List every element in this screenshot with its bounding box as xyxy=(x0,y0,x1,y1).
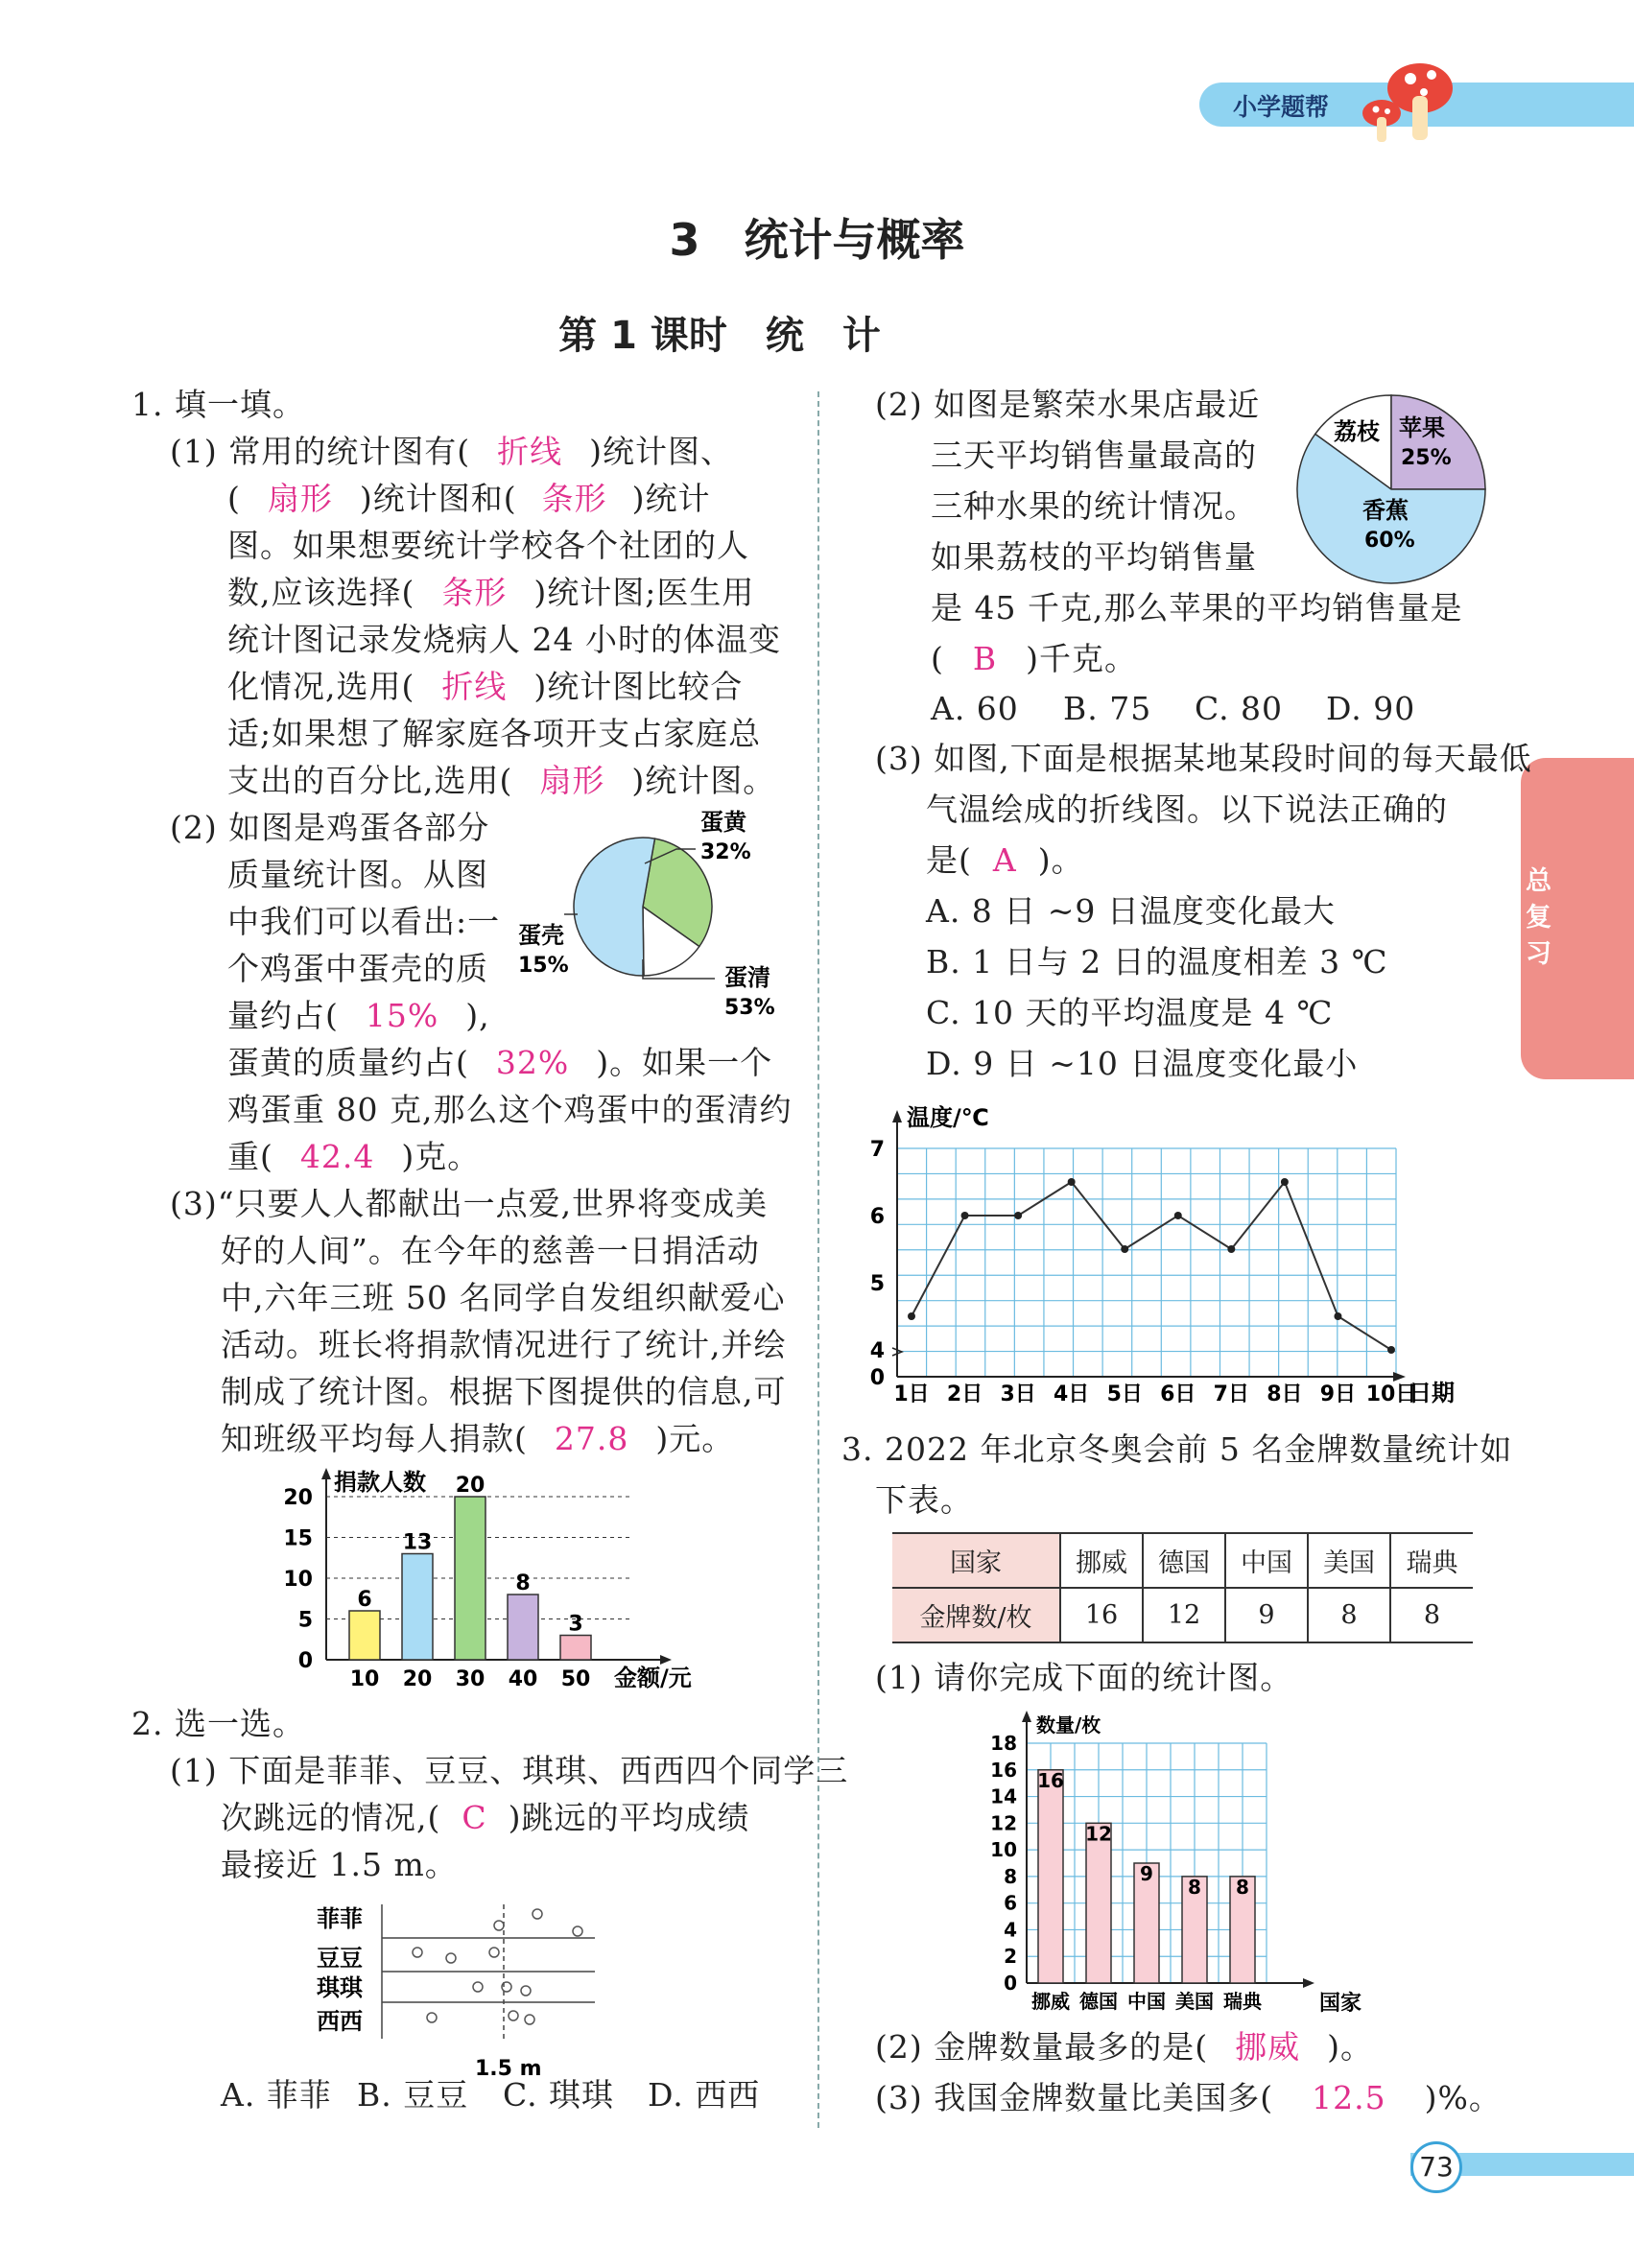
medal-xlabel: 国家 xyxy=(1319,1992,1362,2016)
donation-xtick: 40 xyxy=(508,1667,538,1691)
table-cell: 挪威 xyxy=(1060,1533,1143,1588)
temp-point xyxy=(1068,1178,1076,1186)
side-tab-label: 总复习 xyxy=(1526,866,1551,969)
medal-bar-value: 9 xyxy=(1140,1862,1153,1885)
q2-p3-line2: 气温绘成的折线图。以下说法正确的 xyxy=(926,791,1448,828)
table-cell: 德国 xyxy=(1143,1533,1225,1588)
q1-p1-line8: 支出的百分比,选用( 扇形 )统计图。 xyxy=(227,762,776,799)
jumper-3-name: 琪琪 xyxy=(317,1974,363,2001)
q2-p1-option-b: B. 豆豆 xyxy=(357,2076,469,2114)
q2-label: 2. 选一选。 xyxy=(131,1705,305,1742)
temp-point xyxy=(1174,1212,1182,1219)
donation-bar xyxy=(402,1554,433,1661)
q2-p3-option-b: B. 1 日与 2 日的温度相差 3 ℃ xyxy=(926,943,1388,980)
q2-p2-option-a: A. 60 xyxy=(931,690,1019,727)
table-cell: 金牌数/枚 xyxy=(892,1588,1060,1642)
medal-ylabel: 数量/枚 xyxy=(1036,1713,1101,1736)
table-cell: 9 xyxy=(1225,1588,1308,1642)
q1-p3-line2: 好的人间”。在今年的慈善一日捐活动 xyxy=(221,1232,760,1269)
fruit-pie-chart xyxy=(1286,384,1497,595)
egg-yolk-pct: 32% xyxy=(700,840,751,864)
temp-xtick: 4日 xyxy=(1054,1382,1090,1406)
donation-bar xyxy=(560,1636,591,1661)
donation-bar-value: 3 xyxy=(568,1612,583,1637)
temp-point xyxy=(1014,1212,1022,1219)
q1-p2-line3: 中我们可以看出:一 xyxy=(227,903,501,940)
temp-ytick: 4 xyxy=(869,1339,885,1363)
q3-s1: (1) 请你完成下面的统计图。 xyxy=(875,1659,1293,1696)
medal-ytick: 10 xyxy=(990,1838,1017,1862)
apple-label: 苹果 xyxy=(1399,414,1445,441)
temp-ytick: 6 xyxy=(869,1205,885,1229)
table-row xyxy=(892,1588,1473,1642)
q1-label: 1. 填一填。 xyxy=(131,386,305,423)
donation-ytick: 0 xyxy=(297,1649,313,1673)
medal-xtick: 挪威 xyxy=(1031,1990,1070,2013)
q2-p3-line3: 是( A )。 xyxy=(926,841,1084,879)
medal-ytick: 12 xyxy=(990,1811,1017,1835)
q2-p3-option-c: C. 10 天的平均温度是 4 ℃ xyxy=(926,994,1334,1031)
q2-p2-option-d: D. 90 xyxy=(1326,690,1416,727)
medal-bar-chart xyxy=(979,1703,1382,2024)
donation-xlabel: 金额/元 xyxy=(614,1665,692,1691)
temp-series-line xyxy=(912,1182,1391,1350)
medal-ytick: 14 xyxy=(990,1784,1017,1808)
q2-p2-line2: 三天平均销售量最高的 xyxy=(931,437,1257,474)
donation-xtick: 20 xyxy=(402,1667,433,1691)
temp-ytick: 0 xyxy=(869,1366,885,1390)
q1-p2-line5: 量约占( 15% ), xyxy=(227,997,490,1034)
table-cell: 12 xyxy=(1143,1588,1225,1642)
medal-xtick: 美国 xyxy=(1175,1990,1214,2013)
q1-p1-line2: ( 扇形 )统计图和( 条形 )统计 xyxy=(227,480,711,517)
donation-bar-value: 20 xyxy=(455,1474,485,1498)
jumper-2-name: 豆豆 xyxy=(317,1945,363,1972)
temp-point xyxy=(1334,1312,1341,1320)
q2-p1-line2: 次跳远的情况,( C )跳远的平均成绩 xyxy=(221,1799,750,1836)
fruit-pie-slice-apple xyxy=(1391,395,1485,489)
q2-p3-option-a: A. 8 日 ~9 日温度变化最大 xyxy=(926,892,1336,930)
donation-bar-value: 13 xyxy=(402,1530,433,1555)
donation-bar-value: 8 xyxy=(515,1571,531,1595)
donation-bar-chart xyxy=(278,1463,729,1708)
temp-xlabel: 日期 xyxy=(1409,1380,1455,1406)
lesson-title: 第 1 课时 统 计 xyxy=(558,314,881,358)
temp-xtick: 5日 xyxy=(1106,1382,1143,1406)
q2-p1-line3: 最接近 1.5 m。 xyxy=(221,1846,458,1883)
q1-p3-line5: 制成了统计图。根据下图提供的信息,可 xyxy=(221,1373,787,1410)
temp-point xyxy=(1281,1178,1289,1186)
temp-point xyxy=(1227,1245,1235,1253)
q1-p3-line1: (3)“只要人人都献出一点爱,世界将变成美 xyxy=(170,1185,769,1222)
jump-dot-plot xyxy=(307,1895,614,2087)
medal-bar xyxy=(1038,1770,1063,1983)
page-number: 73 xyxy=(1410,2141,1462,2193)
q1-p2-line8: 重( 42.4 )克。 xyxy=(227,1138,481,1175)
donation-ytick: 10 xyxy=(283,1568,313,1592)
temp-ylabel: 温度/℃ xyxy=(907,1104,989,1131)
donation-bar xyxy=(349,1611,380,1660)
q2-p2-option-b: B. 75 xyxy=(1063,690,1152,727)
temp-point xyxy=(908,1312,915,1320)
q3-line1: 3. 2022 年北京冬奥会前 5 名金牌数量统计如 xyxy=(841,1430,1513,1468)
donation-ytick: 5 xyxy=(297,1608,313,1633)
q1-p3-line3: 中,六年三班 50 名同学自发组织献爱心 xyxy=(221,1279,786,1316)
brand-label: 小学题帮 xyxy=(1233,93,1330,121)
q1-p2-line2: 质量统计图。从图 xyxy=(227,856,488,893)
q1-p2-line7: 鸡蛋重 80 克,那么这个鸡蛋中的蛋清约 xyxy=(227,1091,793,1128)
temp-point xyxy=(961,1212,969,1219)
medal-xtick: 德国 xyxy=(1079,1990,1118,2013)
q2-p2-option-c: C. 80 xyxy=(1195,690,1284,727)
medal-xtick: 中国 xyxy=(1127,1990,1166,2013)
jumper-1-name: 菲菲 xyxy=(317,1905,363,1932)
egg-white-label: 蛋清 xyxy=(724,964,770,991)
lychee-label: 荔枝 xyxy=(1334,418,1380,445)
q1-p1-line1: (1) 常用的统计图有( 折线 )统计图、 xyxy=(170,433,733,470)
q1-p3-line6: 知班级平均每人捐款( 27.8 )元。 xyxy=(221,1420,735,1457)
temp-xtick: 3日 xyxy=(1000,1382,1036,1406)
medal-ytick: 16 xyxy=(990,1758,1017,1782)
jumper-4-name: 西西 xyxy=(317,2008,363,2035)
medal-ytick: 4 xyxy=(1004,1918,1017,1942)
q3-s2: (2) 金牌数量最多的是( 挪威 )。 xyxy=(875,2028,1373,2066)
donation-bar xyxy=(455,1497,485,1660)
medal-ytick: 2 xyxy=(1004,1945,1017,1969)
medal-table xyxy=(892,1532,1473,1643)
unit-title: 3 统计与概率 xyxy=(669,214,965,266)
medal-bar-value: 12 xyxy=(1085,1822,1112,1846)
table-cell: 16 xyxy=(1060,1588,1143,1642)
donation-xtick: 10 xyxy=(349,1667,380,1691)
q2-p2-line5: 是 45 千克,那么苹果的平均销售量是 xyxy=(931,589,1463,626)
donation-bar-value: 6 xyxy=(357,1588,372,1612)
table-cell: 8 xyxy=(1308,1588,1390,1642)
table-row xyxy=(892,1533,1473,1588)
q2-p2-line4: 如果荔枝的平均销售量 xyxy=(931,538,1257,576)
q2-p3-option-d: D. 9 日 ~10 日温度变化最小 xyxy=(926,1045,1359,1082)
temp-point xyxy=(1387,1346,1395,1354)
medal-xtick: 瑞典 xyxy=(1223,1990,1262,2013)
medal-ytick: 8 xyxy=(1004,1864,1017,1888)
table-cell: 8 xyxy=(1390,1588,1473,1642)
donation-ylabel: 捐款人数 xyxy=(334,1469,426,1496)
medal-ytick: 18 xyxy=(990,1732,1017,1755)
egg-pie-slice-white xyxy=(574,838,655,976)
banana-label: 香蕉 xyxy=(1362,497,1409,524)
temp-ytick: 7 xyxy=(869,1138,885,1162)
medal-bar-value: 16 xyxy=(1037,1768,1064,1792)
medal-ytick: 0 xyxy=(1004,1972,1017,1995)
medal-bar-value: 8 xyxy=(1236,1875,1249,1899)
egg-yolk-label: 蛋黄 xyxy=(700,809,746,836)
temp-xtick: 8日 xyxy=(1267,1382,1303,1406)
donation-xtick: 50 xyxy=(560,1667,591,1691)
q1-p1-line3: 图。如果想要统计学校各个社团的人 xyxy=(227,527,749,564)
q1-p1-line6: 化情况,选用( 折线 )统计图比较合 xyxy=(227,668,744,705)
temp-xtick: 7日 xyxy=(1213,1382,1249,1406)
q2-p2-line3: 三种水果的统计情况。 xyxy=(931,487,1257,525)
egg-white-pct: 53% xyxy=(724,996,775,1020)
q1-p1-line5: 统计图记录发烧病人 24 小时的体温变 xyxy=(227,621,781,658)
q2-p1-option-c: C. 琪琪 xyxy=(503,2076,615,2114)
q2-p3-line1: (3) 如图,下面是根据某地某段时间的每天最低 xyxy=(875,740,1532,777)
q3-s3: (3) 我国金牌数量比美国多( 12.5 )%。 xyxy=(875,2079,1502,2116)
medal-bar xyxy=(1086,1823,1111,1983)
q2-p1-option-d: D. 西西 xyxy=(648,2076,761,2114)
temp-ytick: 5 xyxy=(869,1272,885,1296)
table-cell: 瑞典 xyxy=(1390,1533,1473,1588)
table-cell: 国家 xyxy=(892,1533,1060,1588)
table-cell: 中国 xyxy=(1225,1533,1308,1588)
temp-xtick: 2日 xyxy=(946,1382,983,1406)
q2-p1-line1: (1) 下面是菲菲、豆豆、琪琪、西西四个同学三 xyxy=(170,1752,849,1789)
q1-p1-line7: 适;如果想了解家庭各项开支占家庭总 xyxy=(227,715,762,752)
medal-ytick: 6 xyxy=(1004,1891,1017,1915)
temp-xtick: 1日 xyxy=(893,1382,930,1406)
q2-p1-option-a: A. 菲菲 xyxy=(221,2076,332,2114)
donation-xtick: 30 xyxy=(455,1667,485,1691)
q1-p3-line4: 活动。班长将捐款情况进行了统计,并绘 xyxy=(221,1326,787,1363)
egg-shell-pct: 15% xyxy=(518,954,569,978)
apple-pct: 25% xyxy=(1401,446,1452,470)
egg-pie-chart xyxy=(509,801,796,1041)
temp-xtick: 6日 xyxy=(1160,1382,1196,1406)
temp-xtick: 9日 xyxy=(1319,1382,1357,1406)
q2-p2-line1: (2) 如图是繁荣水果店最近 xyxy=(875,386,1261,423)
q1-p2-line6: 蛋黄的质量约占( 32% )。如果一个 xyxy=(227,1044,773,1081)
q2-p2-line6: ( B )千克。 xyxy=(931,640,1138,677)
donation-bar xyxy=(508,1595,538,1660)
temp-xtick: 10日 xyxy=(1365,1382,1417,1406)
q3-line2: 下表。 xyxy=(875,1481,973,1519)
donation-ytick: 15 xyxy=(283,1526,313,1551)
mark-label: 1.5 m xyxy=(475,2057,542,2081)
column-divider xyxy=(817,391,819,2128)
table-cell: 美国 xyxy=(1308,1533,1390,1588)
donation-ytick: 20 xyxy=(283,1486,313,1510)
mushroom-icon xyxy=(1343,58,1468,144)
banana-pct: 60% xyxy=(1364,529,1415,553)
q1-p2-line4: 个鸡蛋中蛋壳的质 xyxy=(227,950,488,987)
temperature-line-chart xyxy=(864,1099,1497,1425)
medal-bar-value: 8 xyxy=(1188,1875,1201,1899)
temp-point xyxy=(1121,1245,1128,1253)
q1-p2-line1: (2) 如图是鸡蛋各部分 xyxy=(170,809,490,846)
q1-p1-line4: 数,应该选择( 条形 )统计图;医生用 xyxy=(227,574,755,611)
egg-shell-label: 蛋壳 xyxy=(518,922,564,949)
